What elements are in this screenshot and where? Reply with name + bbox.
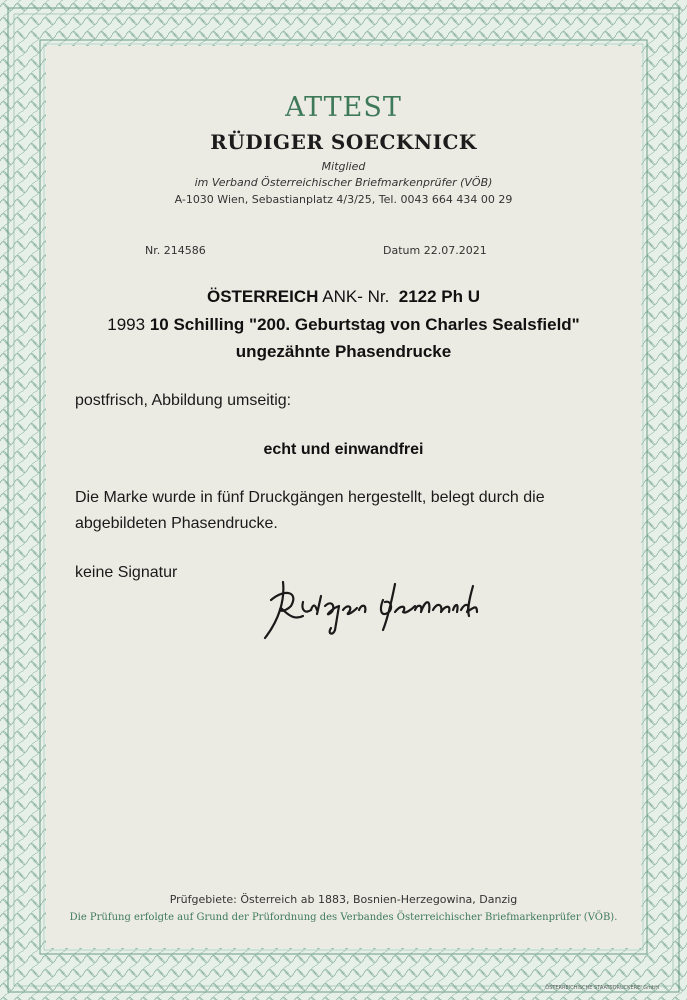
verdict-text: echt und einwandfrei [263,441,424,458]
handwritten-signature [255,570,495,650]
association-label: im Verband Österreichischer Briefmarkenprüfer (VÖB) [194,176,493,189]
condition-text: postfrisch, Abbildung umseitig: [75,392,292,409]
item-heading [0,287,687,307]
examination-statement: Die Prüfung erfolgte auf Grund der Prüfordnung des Verbandes Österreichischer Briefmarkenprüfer (VÖB). [69,912,618,923]
certificate-number: Nr. 214586 [145,244,206,257]
note-line-2: abgebildeten Phasendrucke. [75,515,278,532]
examination-areas: Prüfgebiete: Österreich ab 1883, Bosnien-Herzegowina, Danzig [169,893,518,906]
certificate-title: ATTEST [285,92,402,123]
examiner-name: RÜDIGER SOECKNICK [210,130,477,154]
ank-number: 2122 Ph U [398,287,481,306]
signature-note: keine Signatur [75,564,178,581]
examiner-address: A-1030 Wien, Sebastianplatz 4/3/25, Tel. 0043 664 434 00 29 [174,193,513,206]
item-description-line [0,315,687,335]
membership-label: Mitglied [321,160,366,173]
printer-imprint: ÖSTERREICHISCHE STAATSDRUCKEREI GmbH [545,985,659,991]
item-country: ÖSTERREICH [206,287,319,306]
item-description: 10 Schilling "200. Geburtstag von Charles Sealsfield" [149,315,580,334]
note-line-1: Die Marke wurde in fünf Druckgängen hergestellt, belegt durch die [75,489,545,506]
ank-label: ANK- Nr. [322,287,390,306]
certificate-date: Datum 22.07.2021 [383,244,487,257]
item-year: 1993 [107,315,146,334]
item-variant: ungezähnte Phasendrucke [235,342,452,361]
